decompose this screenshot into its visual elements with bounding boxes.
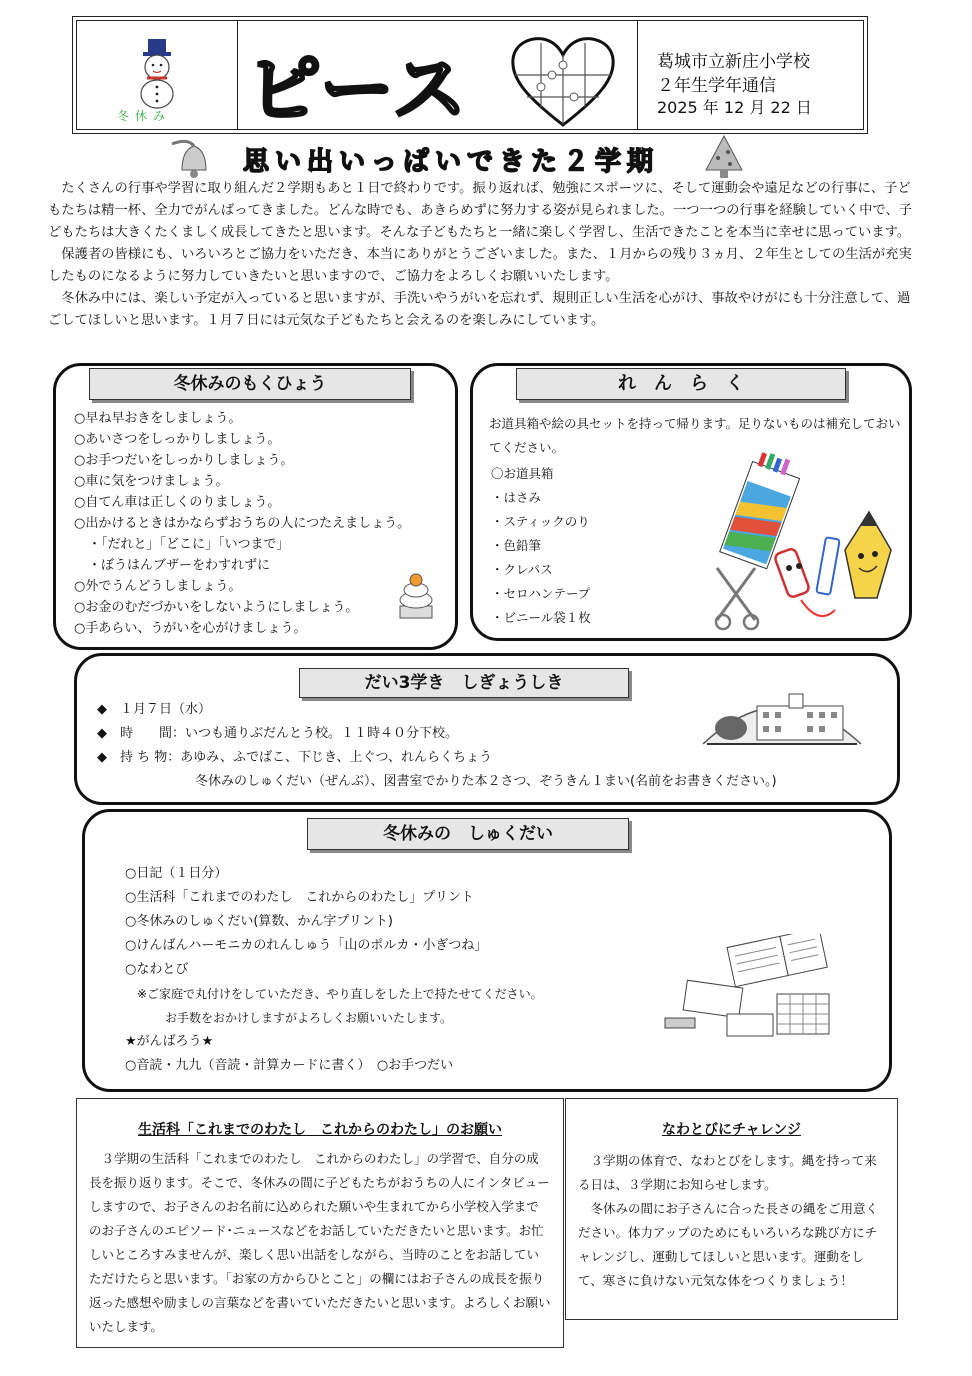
ceremony-date-row — [97, 698, 777, 722]
jump-rope-title: なわとびにチャレンジ — [662, 1122, 801, 1138]
ceremony-details — [97, 698, 777, 794]
list-item: ○お金のむだづかいをしないようにしましょう。 — [74, 600, 359, 615]
list-item: ・スティックのり — [491, 514, 590, 529]
ceremony-title: だい3学き しぎょうしき — [299, 668, 629, 698]
homework-title: 冬休みの しゅくだい — [307, 818, 629, 850]
intro-paragraph: たくさんの行事や学習に取り組んだ２学期もあと１日で終わりです。振り返れば、勉強にスポーツに、そして運動会や遠足などの行事に、子どもたちは精一杯、全力でがんばってきました。どんな時でも、あきらめずに努力する姿が見られました。一つ一つの行事を経験していく中で、子どもたちは大きくたくましく成長してきたと思います。そんな子どもたちと一緒に楽しく学習し、生活できたことを本当に幸せに思っています。 — [48, 181, 913, 240]
kagami-mochi-icon — [394, 566, 438, 622]
list-item: ○お手つだいをしっかりしましょう。 — [74, 453, 294, 468]
notebooks-illustration-icon — [657, 934, 837, 1046]
contact-item-list — [491, 462, 591, 630]
winter-label: 冬休み — [117, 109, 172, 123]
list-item: ○あいさつをしっかりしましょう。 — [74, 432, 281, 447]
ceremony-items-cont: 冬休みのしゅくだい（ぜんぶ）、図書室でかりた本２さつ、ぞうきん１まい(名前をお書きください。) — [195, 774, 777, 789]
list-item: ○生活科「これまでのわたし これからのわたし」プリント — [125, 890, 474, 905]
contact-title: れ ん ら く — [516, 368, 846, 400]
list-item: ○早ね早おきをしましょう。 — [74, 411, 242, 426]
list-item: ○手あらい、うがいを心がけましょう。 — [74, 621, 307, 636]
contact-lead: お道具箱や絵の具セットを持って帰ります。足りないものは補充しておいてください。 — [489, 416, 901, 455]
main-heading: 思い出いっぱいできた２学期 — [243, 147, 660, 177]
homework-extra-title: ★がんばろう★ — [125, 1034, 214, 1049]
ceremony-date: １月７日（水） — [120, 702, 212, 717]
ceremony-panel — [74, 653, 900, 805]
ceremony-items: あゆみ、ふでばこ、下じき、上ぐつ、れんらくちょう — [180, 750, 493, 765]
contact-panel — [470, 363, 912, 641]
life-request-title: 生活科「これまでのわたし これからのわたし」のお願い — [138, 1122, 502, 1138]
list-item: ○車に気をつけましょう。 — [74, 474, 229, 489]
ceremony-time-label: 時 間： — [120, 726, 186, 741]
homework-extra: ○音読・九九（音読・計算カードに書く） ○お手つだい — [125, 1058, 454, 1073]
ceremony-time-row — [97, 722, 777, 746]
homework-list — [125, 862, 543, 1078]
jump-rope-paragraph: 冬休みの間にお子さんに合った長さの縄をご用意ください。体力アップのためにもいろいろな跳び方にチャレンジし、運動してほしいと思います。運動をして、寒さに負けない元気な体をつくりましょう！ — [578, 1201, 879, 1288]
diamond-bullet-icon: ◆ — [97, 702, 120, 717]
list-item: ○なわとび — [125, 962, 189, 977]
list-item: ・ぼうはんブザーをわすれずに — [88, 558, 271, 573]
christmas-tree-icon — [700, 134, 748, 180]
ceremony-items-row — [97, 746, 777, 770]
header-divider-left — [237, 21, 238, 129]
list-item: ○けんばんハーモニカのれんしゅう「山のポルカ・小ぎつね」 — [125, 938, 488, 953]
ceremony-items-label: 持 ち 物： — [120, 750, 181, 765]
list-item: ・クレパス — [491, 562, 553, 577]
winter-goals-list — [74, 408, 410, 639]
homework-note: お手数をおかけしますがよろしくお願いいたします。 — [165, 1011, 453, 1025]
list-item: ・セロハンテープ — [491, 586, 591, 601]
winter-goals-panel — [53, 363, 458, 650]
list-item: ○出かけるときはかならずおうちの人につたえましょう。 — [74, 516, 411, 531]
life-request-body: ３学期の生活科「これまでのわたし これからのわたし」の学習で、自分の成長を振り返ります。そこで、冬休みの間に子どもたちがおうちの人にインタビューしますので、お子さんのお名前に込められた願いや生まれてから小学校入学までのお子さんのエピソード･ニュースなどをお話していただきたいと思います。お忙しいところすみませんが、楽しく思い出話をしながら、当時のことをお話していただけたらと思います。「お家の方からひとこと」の欄にはお子さんの成長を振り返った感想や励ましの言葉などを書いていただきたいと思います。よろしくお願いいたします。 — [89, 1151, 551, 1334]
list-item: ・「だれと」「どこに」「いつまで」 — [88, 537, 290, 552]
list-item: ・はさみ — [491, 490, 542, 505]
list-item: ○自てん車は正しくのりましょう。 — [74, 495, 281, 510]
newsletter-title: ピース — [247, 47, 469, 133]
school-building-icon — [697, 680, 867, 750]
header-inner-frame — [76, 20, 864, 133]
newsletter-header — [72, 16, 868, 134]
list-item: 〇お道具箱 — [491, 466, 554, 481]
list-item: ○外でうんどうしましょう。 — [74, 579, 242, 594]
jump-rope-paragraph: ３学期の体育で、なわとびをします。縄を持って来る日は、３学期にお知らせします。 — [578, 1153, 877, 1192]
list-item: ○日記（１日分） — [125, 866, 228, 881]
bell-icon — [168, 136, 218, 182]
winter-goals-title: 冬休みのもくひょう — [89, 368, 411, 400]
diamond-bullet-icon: ◆ — [97, 726, 120, 741]
homework-note: ※ご家庭で丸付けをしていただき、やり直しをした上で持たせてください。 — [137, 987, 543, 1001]
header-divider-right — [637, 21, 638, 129]
intro-text — [48, 178, 920, 332]
puzzle-heart-icon — [507, 35, 619, 131]
jump-rope-box — [565, 1098, 898, 1320]
homework-panel — [82, 809, 892, 1092]
snowman-icon — [112, 35, 202, 110]
stationery-illustration-icon — [709, 450, 909, 635]
diamond-bullet-icon: ◆ — [97, 750, 120, 765]
school-name: 葛城市立新庄小学校 — [657, 52, 810, 72]
list-item: ・色鉛筆 — [491, 538, 542, 553]
intro-paragraph: 冬休み中には、楽しい予定が入っていると思いますが、手洗いやうがいを忘れず、規則正しい生活を心がけ、事故やけがにも十分注意して、過ごしてほしいと思います。１月７日には元気な子どもたちと会えるのを楽しみにしています。 — [48, 291, 911, 328]
list-item: ○冬休みのしゅくだい(算数、かん字プリント) — [125, 914, 393, 929]
list-item: ・ビニール袋１枚 — [491, 610, 591, 625]
issue-date: 2025 年 12 月 22 日 — [657, 98, 812, 117]
intro-paragraph: 保護者の皆様にも、いろいろとご協力をいただき、本当にありがとうございました。また、１月からの残り３ヵ月、２年生としての生活が充実したものになるように努力していきたいと思いますので、ご協力をよろしくお願いいたします。 — [48, 247, 912, 284]
ceremony-time: いつも通りぶだんとう校。１１時４０分下校。 — [185, 726, 459, 741]
newsletter-subtitle: ２年生学年通信 — [657, 76, 776, 96]
life-request-box — [76, 1098, 564, 1348]
